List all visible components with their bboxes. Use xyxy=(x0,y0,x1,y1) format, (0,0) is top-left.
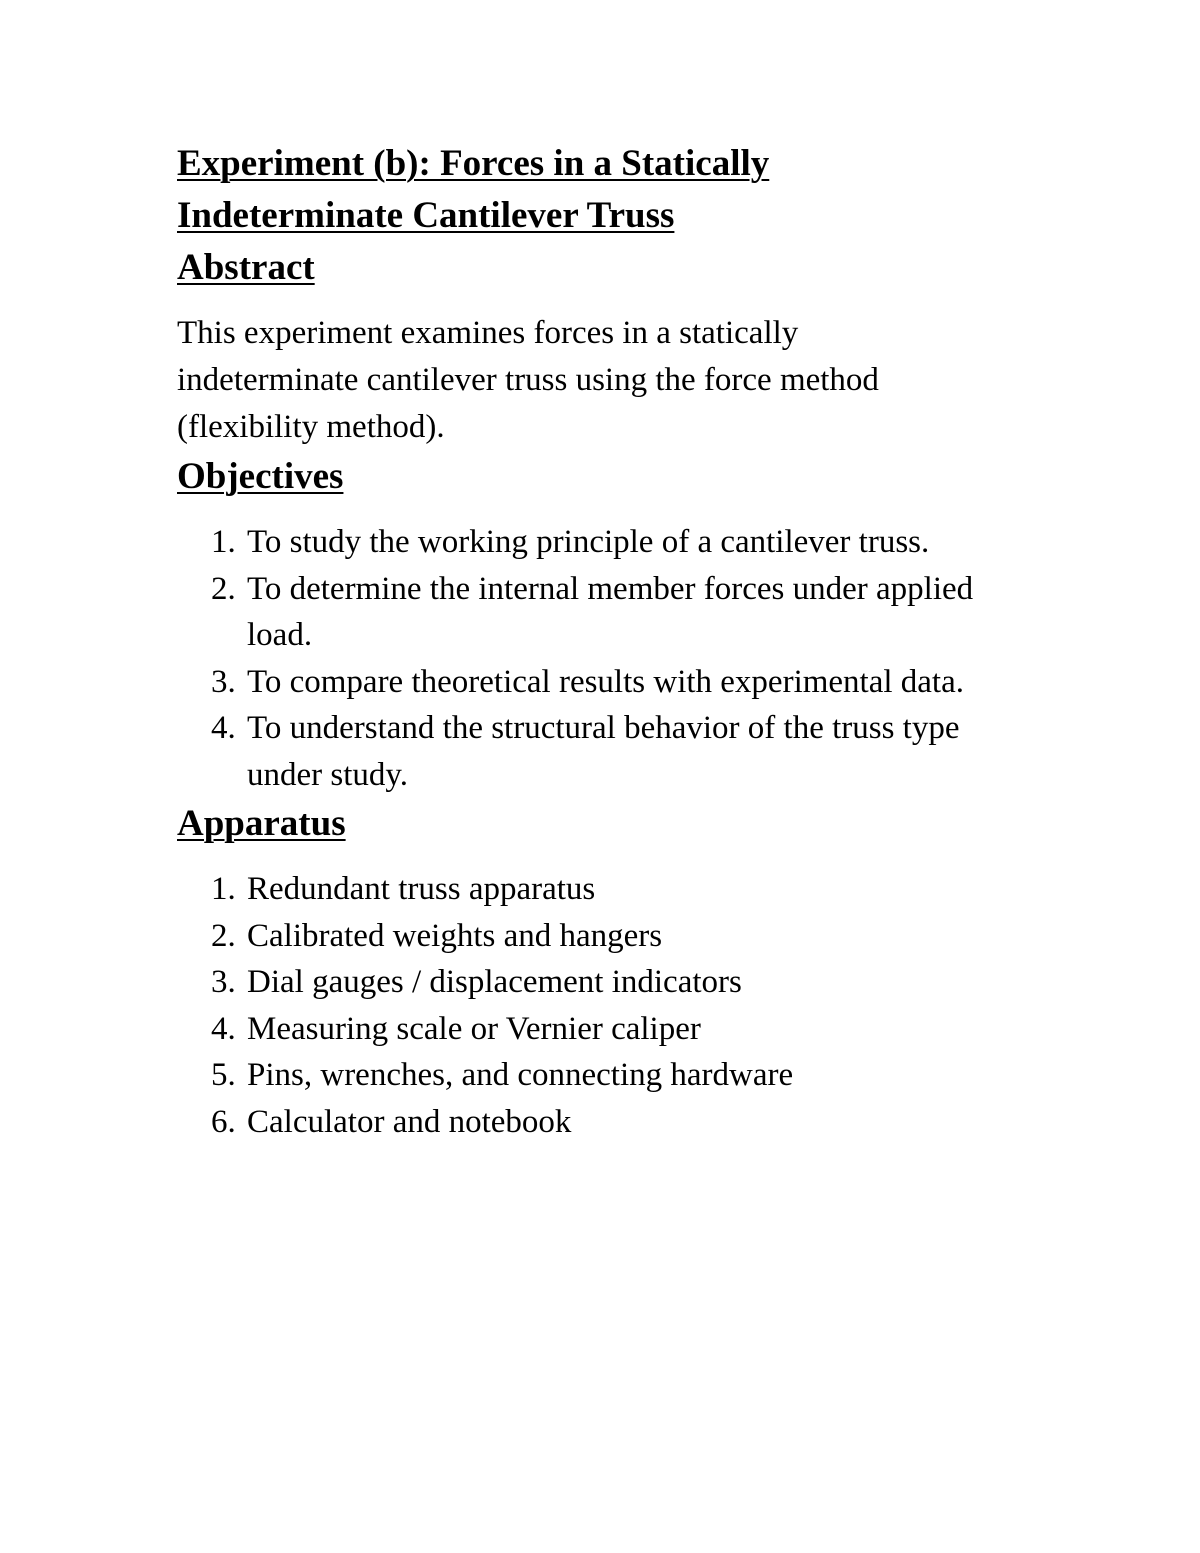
abstract-text: This experiment examines forces in a statically indeterminate cantilever truss using the force method (flexibility method). xyxy=(177,315,879,445)
apparatus-number: 3. xyxy=(211,964,236,1000)
apparatus-heading: Apparatus xyxy=(177,803,346,844)
apparatus-item xyxy=(177,866,1037,913)
objective-text: To compare theoretical results with experimental data. xyxy=(247,663,964,700)
apparatus-text: Calculator and notebook xyxy=(247,1103,572,1140)
document-title-line-2: Indeterminate Cantilever Truss xyxy=(177,195,675,236)
objective-text: To study the working principle of a cantilever truss. xyxy=(247,524,930,560)
objective-item xyxy=(177,705,1037,798)
apparatus-text: Calibrated weights and hangers xyxy=(247,917,663,954)
apparatus-number: 5. xyxy=(211,1057,236,1093)
objective-text: To determine the internal member forces under applied load. xyxy=(247,570,974,653)
apparatus-item xyxy=(177,1052,1037,1099)
objective-number: 4. xyxy=(211,710,236,746)
apparatus-number: 4. xyxy=(211,1010,236,1047)
objective-number: 1. xyxy=(211,524,236,560)
apparatus-number: 1. xyxy=(211,871,236,907)
abstract-heading: Abstract xyxy=(177,247,315,288)
apparatus-number: 2. xyxy=(211,917,236,954)
objectives-heading: Objectives xyxy=(177,456,344,497)
document-content xyxy=(177,138,1037,1145)
objective-number: 2. xyxy=(211,570,236,607)
objectives-list xyxy=(177,519,1037,798)
objective-number: 3. xyxy=(211,663,236,700)
apparatus-item xyxy=(177,913,1037,960)
apparatus-item xyxy=(177,959,1037,1006)
apparatus-text: Pins, wrenches, and connecting hardware xyxy=(247,1057,794,1093)
objective-item xyxy=(177,659,1037,706)
apparatus-text: Measuring scale or Vernier caliper xyxy=(247,1010,701,1047)
document-title-line-1: Experiment (b): Forces in a Statically xyxy=(177,143,770,184)
objective-text: To understand the structural behavior of the truss type under study. xyxy=(247,710,960,793)
apparatus-number: 6. xyxy=(211,1103,236,1140)
apparatus-text: Redundant truss apparatus xyxy=(247,871,596,907)
apparatus-text: Dial gauges / displacement indicators xyxy=(247,964,742,1000)
apparatus-item xyxy=(177,1006,1037,1053)
document-title xyxy=(177,138,1037,242)
apparatus-item xyxy=(177,1099,1037,1146)
apparatus-list xyxy=(177,866,1037,1145)
objective-item xyxy=(177,519,1037,566)
objective-item xyxy=(177,566,1037,659)
